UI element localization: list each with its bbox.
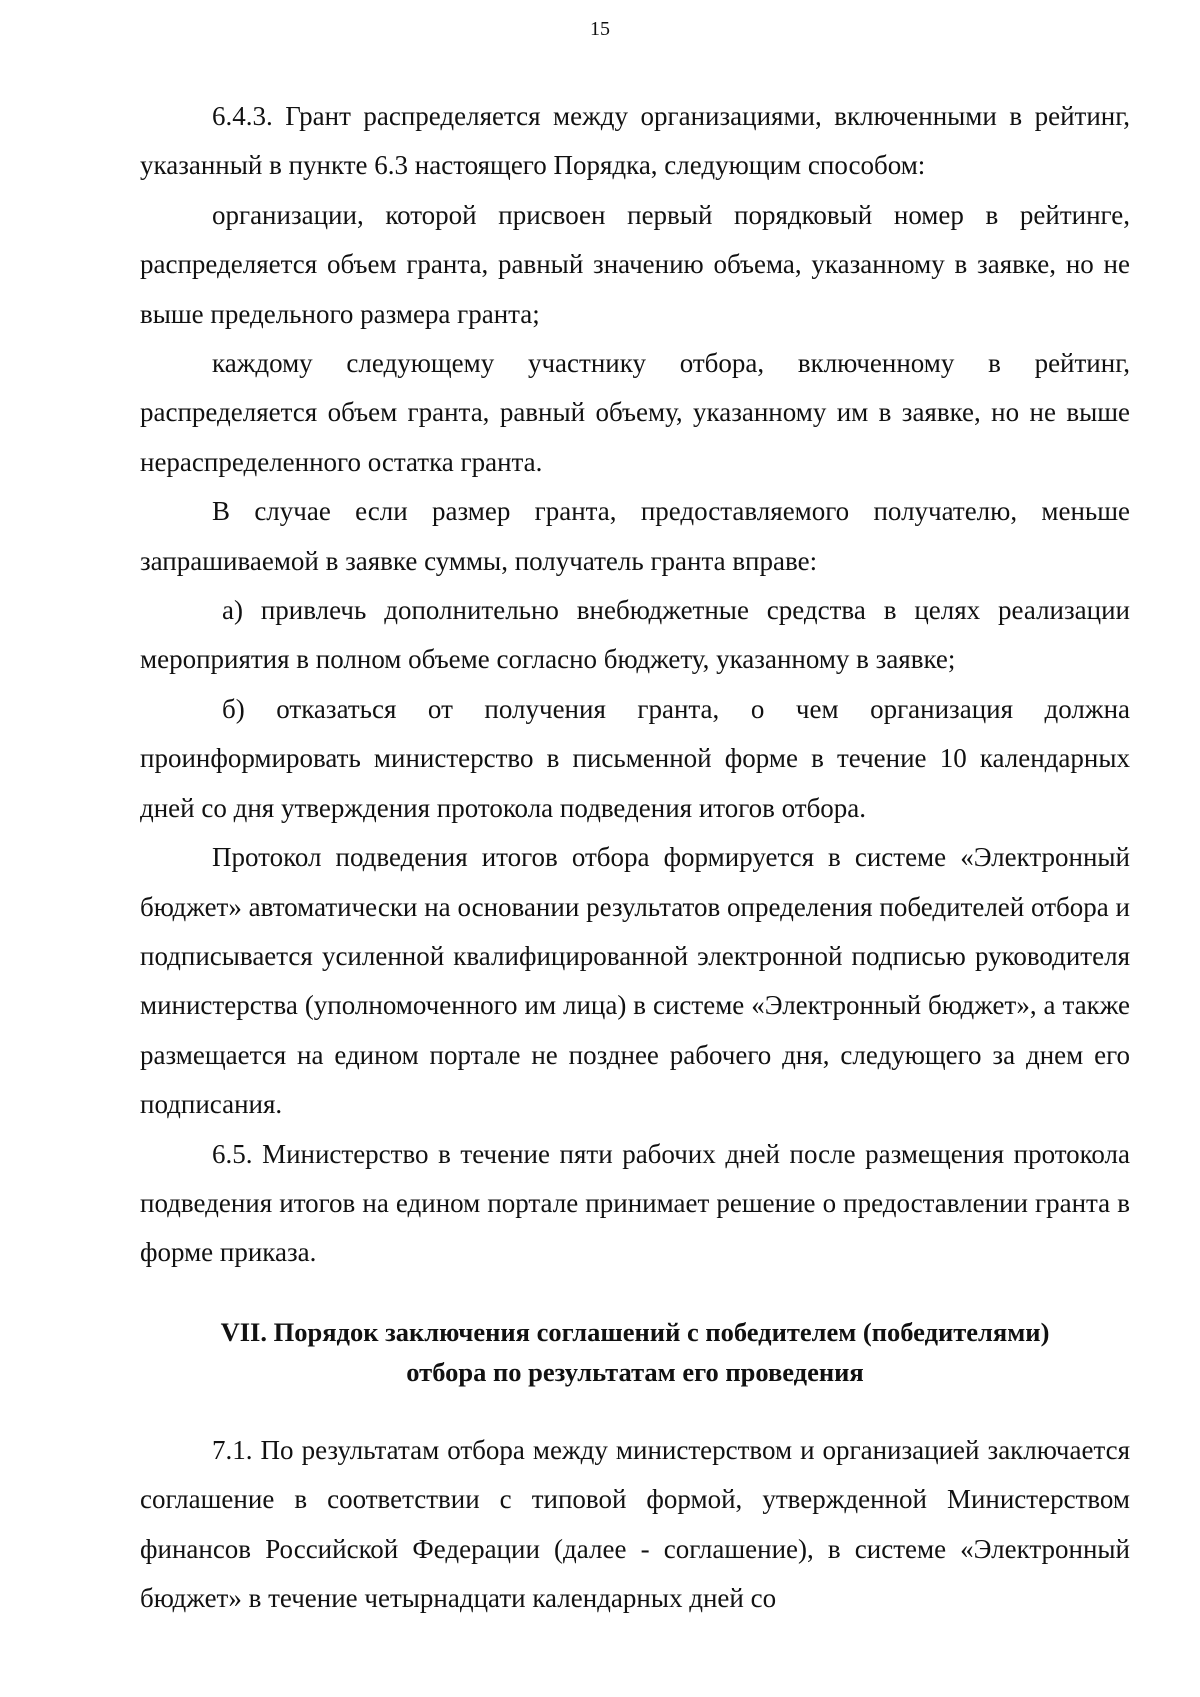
paragraph-protocol: Протокол подведения итогов отбора формируется в системе «Электронный бюджет» автоматически на основании результатов определения победителей отбора и подписывается усиленной квалифицированной электронной подписью руководителя министерства (уполномоченного им лица) в системе «Электронный бюджет», а также размещается на едином портале не позднее рабочего дня, следующего за днем его подписания. [140,842,1130,1120]
paragraph-option-a: а) привлечь дополнительно внебюджетные средства в целях реализации мероприятия в полном объеме согласно бюджету, указанному в заявке; [140,595,1130,675]
paragraph-first-rank: организации, которой присвоен первый порядковый номер в рейтинге, распределяется объем гранта, равный значению объема, указанному в заявке, но не выше предельного размера гранта; [140,199,1130,329]
paragraph-7-1: 7.1. По результатам отбора между министерством и организацией заключается соглашение в соответствии с типовой формой, утвержденной Министерством финансов Российской Федерации (далее - соглашение), в системе «Электронный бюджет» в течение четырнадцати календарных дней со [140,1434,1130,1613]
document-body [140,92,1130,1623]
page-number: 15 [590,18,610,40]
section-heading [140,1312,1130,1392]
section-heading-line-1: VII. Порядок заключения соглашений с победителем (победителями) [220,1316,1050,1347]
paragraph-next-participant: каждому следующему участнику отбора, включенному в рейтинг, распределяется объем гранта, равный объему, указанному им в заявке, но не выше нераспределенного остатка гранта. [140,348,1130,477]
paragraph-6-4-3: 6.4.3. Грант распределяется между организациями, включенными в рейтинг, указанный в пункте 6.3 настоящего Порядка, следующим способом: [140,101,1130,181]
paragraph-option-b: б) отказаться от получения гранта, о чем организация должна проинформировать министерство в письменной форме в течение 10 календарных дней со дня утверждения протокола подведения итогов отбора. [140,693,1130,823]
paragraph-6-5: 6.5. Министерство в течение пяти рабочих дней после размещения протокола подведения итогов на едином портале принимает решение о предоставлении гранта в форме приказа. [140,1138,1130,1268]
paragraph-grant-smaller: В случае если размер гранта, предоставляемого получателю, меньше запрашиваемой в заявке суммы, получатель гранта вправе: [140,496,1130,576]
section-heading-line-2: отбора по результатам его проведения [406,1356,864,1387]
